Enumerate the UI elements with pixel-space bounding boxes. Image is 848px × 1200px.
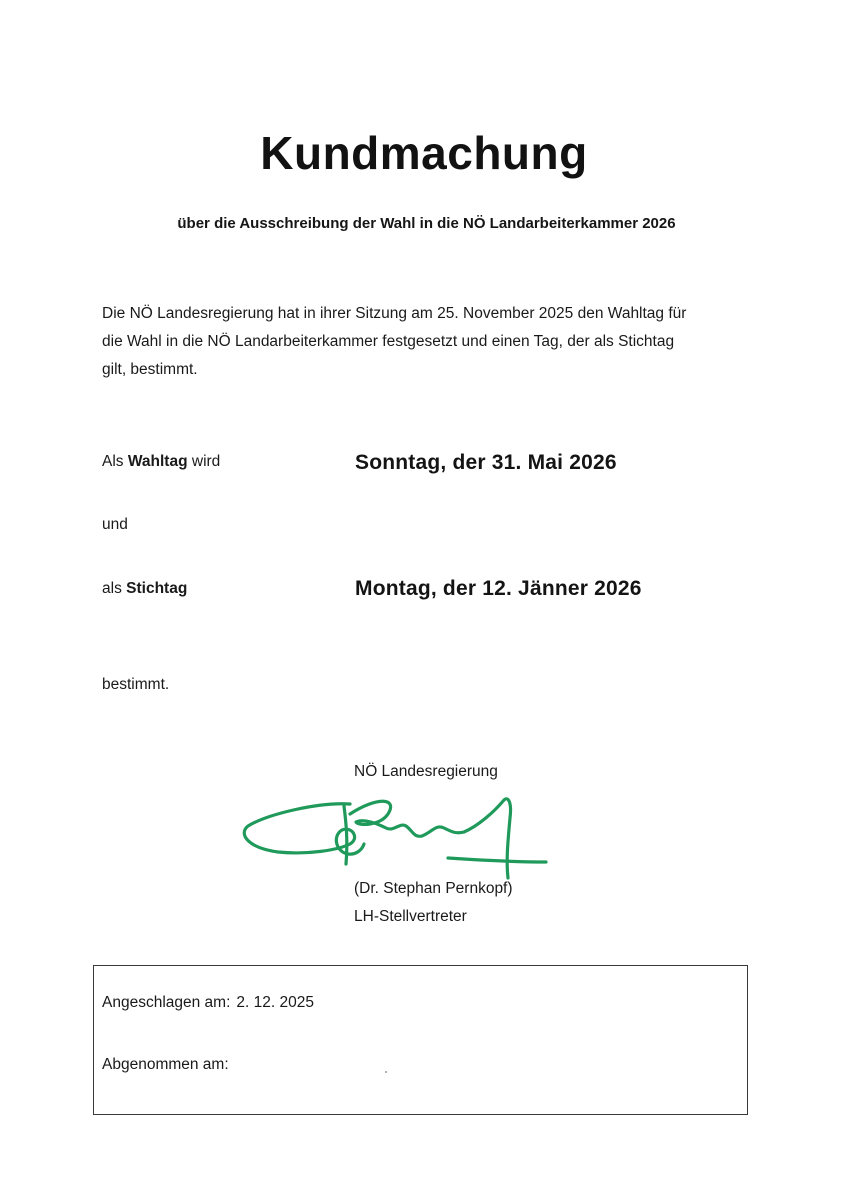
signature-stroke	[344, 806, 347, 864]
wahltag-prefix: Als	[102, 453, 124, 470]
signature-stroke	[448, 858, 546, 862]
removed-label: Abgenommen am:	[102, 1056, 229, 1073]
wahltag-label	[102, 453, 220, 471]
signatory-title: LH-Stellvertreter	[354, 908, 467, 925]
stichtag-keyword: Stichtag	[126, 580, 188, 597]
intro-line: die Wahl in die NÖ Landarbeiterkammer festgesetzt und einen Tag, der als Stichtag	[102, 333, 675, 350]
stichtag-date: Montag, der 12. Jänner 2026	[355, 577, 642, 600]
removed-row	[102, 1056, 235, 1074]
intro-line: gilt, bestimmt.	[102, 361, 198, 378]
signatory-name: (Dr. Stephan Pernkopf)	[354, 880, 513, 897]
wahltag-keyword: Wahltag	[127, 453, 188, 470]
posted-row	[102, 994, 314, 1012]
wahltag-suffix: wird	[191, 453, 221, 470]
wahltag-date: Sonntag, der 31. Mai 2026	[355, 451, 617, 474]
document-title: Kundmachung	[260, 127, 588, 179]
posted-label: Angeschlagen am:	[102, 994, 231, 1011]
posting-record-box	[93, 965, 748, 1115]
authority-name: NÖ Landesregierung	[354, 763, 498, 780]
document-subtitle: über die Ausschreibung der Wahl in die NÖ Landarbeiterkammer 2026	[177, 215, 676, 232]
signature-strokes	[244, 799, 546, 878]
scan-speck	[385, 1071, 387, 1073]
stichtag-prefix: als	[102, 580, 122, 597]
signature	[238, 792, 568, 882]
signature-stroke	[464, 799, 511, 878]
signature-stroke	[350, 801, 464, 836]
intro-line: Die NÖ Landesregierung hat in ihrer Sitzung am 25. November 2025 den Wahltag für	[102, 305, 687, 322]
posted-date: 2. 12. 2025	[236, 994, 314, 1011]
stichtag-label	[102, 580, 187, 598]
closing-text: bestimmt.	[102, 676, 170, 693]
intro-paragraph	[102, 300, 762, 384]
connector-text: und	[102, 516, 128, 533]
